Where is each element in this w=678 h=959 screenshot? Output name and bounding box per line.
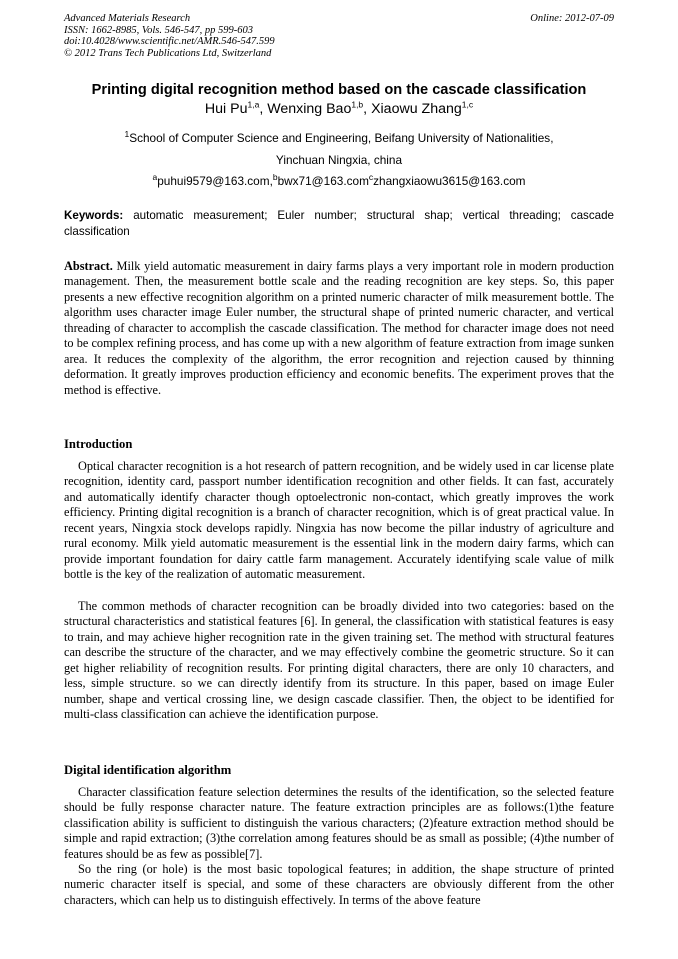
section-heading-introduction: Introduction — [64, 437, 133, 451]
journal-header — [64, 13, 275, 59]
abstract-label: Abstract. — [64, 259, 113, 273]
author-list — [40, 101, 638, 117]
email-superscript: a — [152, 172, 158, 183]
author-separator: , — [259, 101, 268, 117]
email-superscript: b — [272, 172, 278, 183]
email-link[interactable]: zhangxiaowu3615@163.com — [373, 174, 526, 188]
introduction-paragraph-1: Optical character recognition is a hot research of pattern recognition, and be widely used in car license plate recognition, identity card, passport number identification recognition and other fields. It can fast, accurately and automatically identify character though optoelectronic non-contact, which greatly improves the work efficiency. Printing digital recognition is a branch of character recognition, which is of great practical value. In recent years, Ningxia stock develops rapidly. Ningxia has now become the pillar industry of agriculture and rural economy. Milk yield automatic measurement is the essential link in the modern dairy farms, which can provide important foundation for dairy cattle farm management. Accurately identifying scale value of milk bottle is the key of the realization of automatic measurement. — [64, 459, 614, 582]
digital-paragraph-1: Character classification feature selection determines the results of the identification, so the selected feature should be fully response character nature. The feature extraction principles are as follows:(1)the feature classification ability is sufficient to distinguish the various characters; (2)feature extraction method should be simple and rapid extraction; (3)the correlation among features should be as small as possible; (4)the number of features should be as few as possible[7]. — [64, 785, 614, 861]
affiliation-superscript: 1 — [124, 129, 130, 140]
author-name: Hui Pu — [204, 101, 248, 117]
email-link[interactable]: puhui9579@163.com, — [157, 174, 273, 188]
keywords-label: Keywords: — [64, 209, 124, 222]
copyright-line: © 2012 Trans Tech Publications Ltd, Switzerland — [64, 47, 272, 59]
author-superscript: 1,a — [247, 99, 260, 110]
online-date: Online: 2012-07-09 — [530, 13, 614, 24]
email-superscript: c — [368, 172, 374, 183]
journal-name: Advanced Materials Research — [64, 13, 191, 24]
paper-title: Printing digital recognition method based on the cascade classification — [91, 82, 587, 98]
affiliation-text: School of Computer Science and Engineering, Beifang University of Nationalities, — [129, 131, 554, 145]
introduction-paragraph-2: The common methods of character recognition can be broadly divided into two categories: based on the structural characteristics and statistical features [6]. In general, the classification with statistical features is easy to train, and may achieve higher recognition rate in the given training set. The method with structural features can describe the structure of the character, and we may effectively combine the geometric structure. So it can get higher reliability of recognition results. For printing digital characters, there are only 10 characters, and less, simple structure. so we can directly identify from its structure. In this paper, based on image Euler number, shape and vertical crossing line, we design cascade classifier. Then, the object to be identified for multi-class classification can achieve the identification purpose. — [64, 599, 614, 722]
author-separator: , — [363, 101, 372, 117]
author-superscript: 1,b — [351, 99, 364, 110]
keywords-text: automatic measurement; Euler number; structural shap; vertical threading; cascade classification — [64, 209, 614, 238]
keywords — [64, 208, 614, 239]
email-line — [40, 174, 638, 188]
author-name: Wenxing Bao — [267, 101, 352, 117]
email-link[interactable]: bwx71@163.com — [277, 174, 369, 188]
section-heading-digital-identification: Digital identification algorithm — [64, 763, 232, 777]
affiliation-line-1 — [40, 131, 638, 145]
affiliation-line-2: Yinchuan Ningxia, china — [275, 153, 403, 167]
issn-line: ISSN: 1662-8985, Vols. 546-547, pp 599-603 — [64, 24, 253, 36]
author-superscript: 1,c — [461, 99, 474, 110]
digital-paragraph-2: So the ring (or hole) is the most basic topological features; in addition, the shape structure of printed numeric character itself is special, and some of these characters are obviously different from the other characters, which can help us to distinguish effectively. In terms of the above feature — [64, 862, 614, 907]
abstract-text: Milk yield automatic measurement in dairy farms plays a very important role in modern production management. Then, the measurement bottle scale and the reading recognition are key steps. So, this paper presents a new effective recognition algorithm on a printed numeric character of milk measurement bottle. The algorithm uses character image Euler number, the structural shape of printed numeric character, and vertical threading of character to accomplish the cascade classification. The method for character image does not need to be complex refining process, and has come up with a new algorithm of feature extraction from image sunken area. It reduces the complexity of the algorithm, the error recognition and rejection caused by thinning deformation. It greatly improves production efficiency and economic benefits. The experiment proves that the method is effective. — [64, 259, 615, 397]
author-name: Xiaowu Zhang — [371, 101, 462, 117]
abstract — [64, 259, 614, 398]
doi-line: doi:10.4028/www.scientific.net/AMR.546-547.599 — [64, 36, 275, 47]
